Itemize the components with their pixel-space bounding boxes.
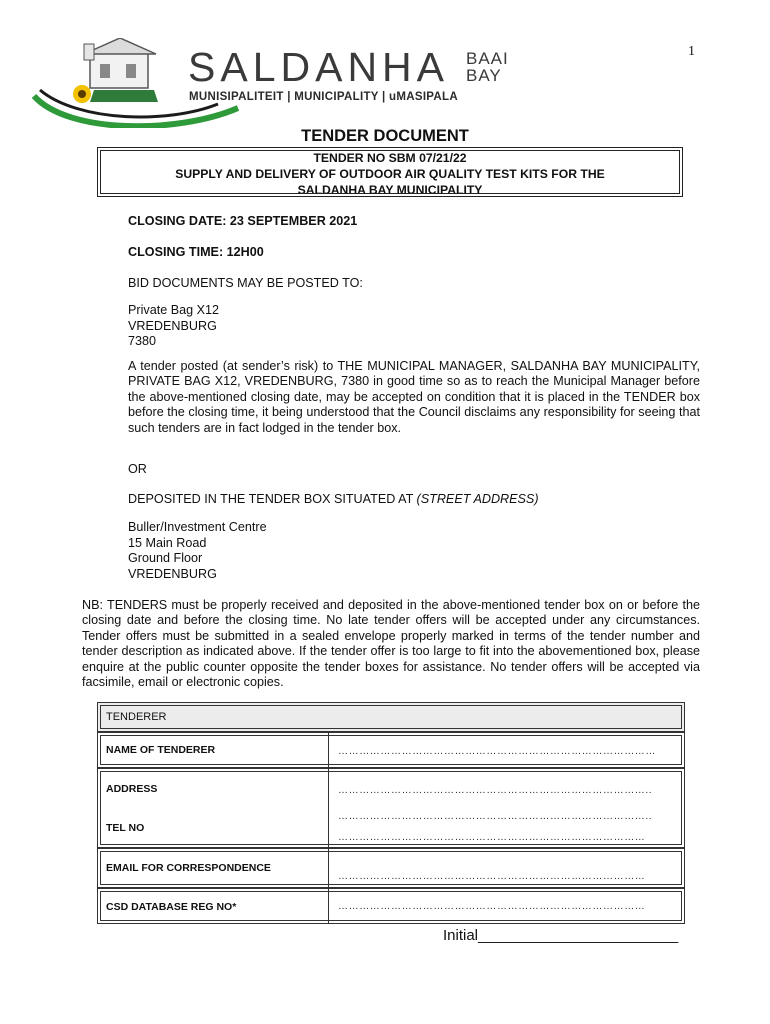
- address-row: [97, 768, 685, 848]
- tender-description-line2: SALDANHA BAY MUNICIPALITY: [297, 183, 483, 197]
- street-address-label: (STREET ADDRESS): [416, 492, 539, 506]
- postal-address-line: VREDENBURG: [128, 318, 217, 333]
- email-row: [97, 848, 685, 888]
- street-address-line: Buller/Investment Centre: [128, 520, 267, 534]
- posted-paragraph: A tender posted (at sender’s risk) to THE MUNICIPAL MANAGER, SALDANHA BAY MUNICIPALITY, PRIVATE BAG X12, VREDENBURG, 7380 in good time so as to reach the Municipal Manager before the above-mentioned closing date, may be accepted on condition that it is placed in the TENDER box before the closing time, it being understood that the Council disclaims any responsibility for seeing that such tenders are in fact lodged in the tender box.: [128, 359, 700, 435]
- page-number: 1: [688, 44, 695, 59]
- postal-address-line: 7380: [128, 334, 157, 349]
- form-header: TENDERER: [106, 711, 167, 723]
- street-address-line: 15 Main Road: [128, 535, 207, 550]
- name-row: [97, 732, 685, 768]
- or-text: OR: [128, 462, 147, 476]
- postal-address-line: Private Bag X12: [128, 303, 220, 317]
- logo-subtitle: MUNISIPALITEIT | MUNICIPALITY | uMASIPALA: [189, 91, 458, 103]
- street-address-line: Ground Floor: [128, 551, 203, 566]
- tender-description-line1: SUPPLY AND DELIVERY OF OUTDOOR AIR QUALITY TEST KITS FOR THE: [175, 167, 605, 181]
- initial-line[interactable]: Initial________________________: [443, 927, 679, 944]
- tender-info-box: [97, 147, 683, 197]
- address-label: ADDRESS: [106, 783, 158, 795]
- form-header-row: [97, 702, 685, 732]
- address-field[interactable]: ……………………………………………………………………………..: [338, 785, 653, 796]
- closing-time: CLOSING TIME: 12H00: [128, 245, 264, 259]
- csd-label: CSD DATABASE REG NO*: [106, 901, 237, 913]
- logo-wordmark: SALDANHA: [188, 44, 450, 90]
- tel-label: TEL NO: [106, 822, 145, 834]
- postal-address: [128, 303, 219, 350]
- csd-row: [97, 888, 685, 924]
- csd-field[interactable]: ……………………………………………………………………………: [338, 901, 646, 912]
- closing-date: CLOSING DATE: 23 SEPTEMBER 2021: [128, 214, 358, 228]
- street-address: [128, 520, 267, 582]
- deposited-heading: [128, 492, 539, 508]
- tender-number: TENDER NO SBM 07/21/22: [313, 151, 467, 165]
- name-label: NAME OF TENDERER: [106, 744, 216, 756]
- email-field[interactable]: ……………………………………………………………………………: [338, 871, 646, 882]
- logo-baai: BAAI BAY: [466, 49, 509, 85]
- posted-to-heading: BID DOCUMENTS MAY BE POSTED TO:: [128, 276, 363, 290]
- street-address-line: VREDENBURG: [128, 566, 217, 581]
- nb-paragraph: NB: TENDERS must be properly received and deposited in the above-mentioned tender box on or before the closing date and before the closing time. No late tender offers will be accepted under any circumstances. Tender offers must be submitted in a sealed envelope properly marked in terms of the tender number and tender description as indicated above. If the tender offer is too large to fit into the abovementioned box, please enquire at the public counter opposite the tender boxes for assistance. No tender offers will be accepted via facsimile, email or electronic copies.: [82, 598, 700, 690]
- name-field[interactable]: ………………………………………………………………………………: [338, 746, 656, 757]
- address-field-2[interactable]: ……………………………………………………………………………..: [338, 811, 653, 822]
- deposited-text: DEPOSITED IN THE TENDER BOX SITUATED AT: [128, 492, 414, 506]
- document-title: TENDER DOCUMENT: [301, 127, 469, 145]
- tel-field[interactable]: ……………………………………………………………………………: [338, 832, 646, 843]
- email-label: EMAIL FOR CORRESPONDENCE: [106, 862, 271, 874]
